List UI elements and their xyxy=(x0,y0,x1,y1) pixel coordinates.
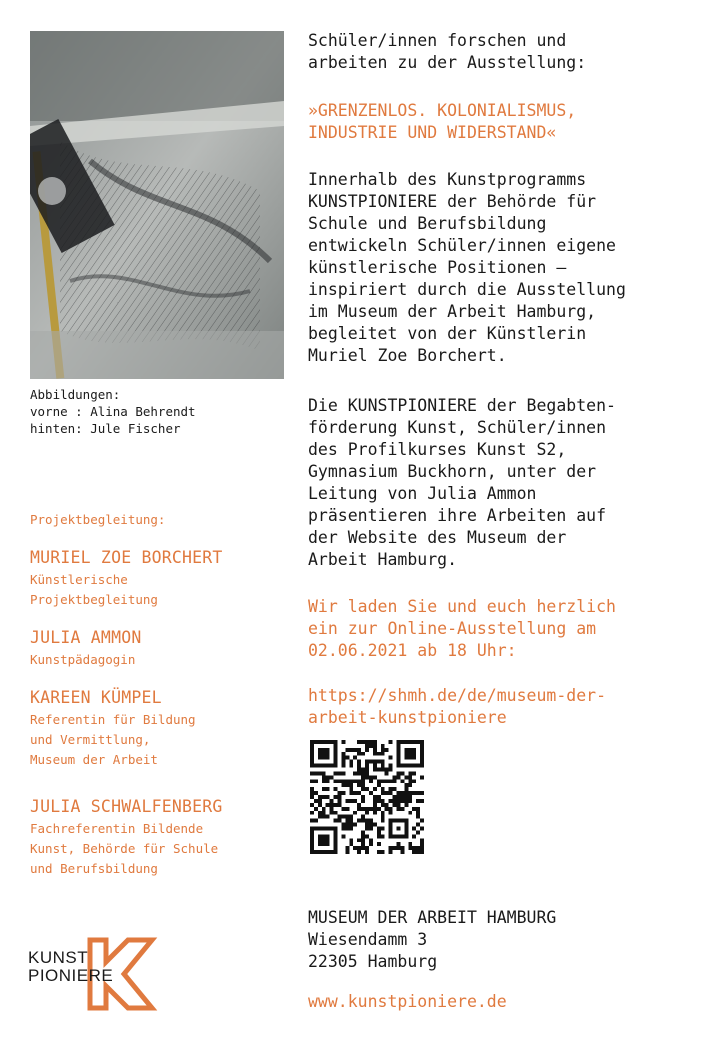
person-borchert xyxy=(30,548,290,610)
website-link[interactable]: www.kunstpioniere.de xyxy=(308,992,507,1011)
person-name: JULIA AMMON xyxy=(30,628,142,647)
exhibition-url-link[interactable]: https://shmh.de/de/museum-der- arbeit-kunstpioniere xyxy=(308,686,607,727)
person-role: Kunstpädagogin xyxy=(30,652,136,667)
artwork-painting xyxy=(30,31,284,379)
logo-line2: PIONIERE xyxy=(28,966,114,985)
kunstpioniere-logo xyxy=(28,936,158,1012)
invitation-text: Wir laden Sie und euch herzlich ein zur Online-Ausstellung am 02.06.2021 ab 18 Uhr: xyxy=(308,597,616,660)
qr-code-icon[interactable] xyxy=(310,740,424,854)
description-paragraph-2: Die KUNSTPIONIERE der Begabten- förderung Kunst, Schüler/innen des Profilkurses Kunst S2, Gymnasium Buckhorn, unter der Leitung von Julia Ammon präsentieren ihre Arbeiten auf der Website des Museum der Arbeit Hamburg. xyxy=(308,396,616,569)
person-kuempel xyxy=(30,688,290,770)
exhibition-title: »GRENZENLOS. KOLONIALISMUS, INDUSTRIE UND WIDERSTAND« xyxy=(308,101,577,142)
description-paragraph-1: Innerhalb des Kunstprogramms KUNSTPIONIERE der Behörde für Schule und Berufsbildung entwickeln Schüler/innen eigene künstlerische Positionen – inspiriert durch die Ausstellung im Museum der Arbeit Hamburg, begleitet von der Künstlerin Muriel Zoe Borchert. xyxy=(308,170,626,365)
person-role: Künstlerische Projektbegleitung xyxy=(30,572,158,607)
logo-line1: KUNST xyxy=(28,948,89,967)
person-role: Referentin für Bildung und Vermittlung, Museum der Arbeit xyxy=(30,712,196,767)
artwork-image xyxy=(30,31,284,379)
person-name: KAREEN KÜMPEL xyxy=(30,688,162,707)
qr-code-graphic xyxy=(310,740,424,854)
project-heading: Projektbegleitung: xyxy=(30,512,166,527)
image-credits: Abbildungen: vorne : Alina Behrendt hinten: Jule Fischer xyxy=(30,387,196,436)
person-schwalfenberg xyxy=(30,797,290,879)
person-ammon xyxy=(30,628,290,670)
museum-address: MUSEUM DER ARBEIT HAMBURG Wiesendamm 3 22305 Hamburg xyxy=(308,908,557,971)
person-role: Fachreferentin Bildende Kunst, Behörde für Schule und Berufsbildung xyxy=(30,821,219,876)
person-name: MURIEL ZOE BORCHERT xyxy=(30,548,223,567)
person-name: JULIA SCHWALFENBERG xyxy=(30,797,223,816)
intro-text: Schüler/innen forschen und arbeiten zu der Ausstellung: xyxy=(308,31,587,72)
